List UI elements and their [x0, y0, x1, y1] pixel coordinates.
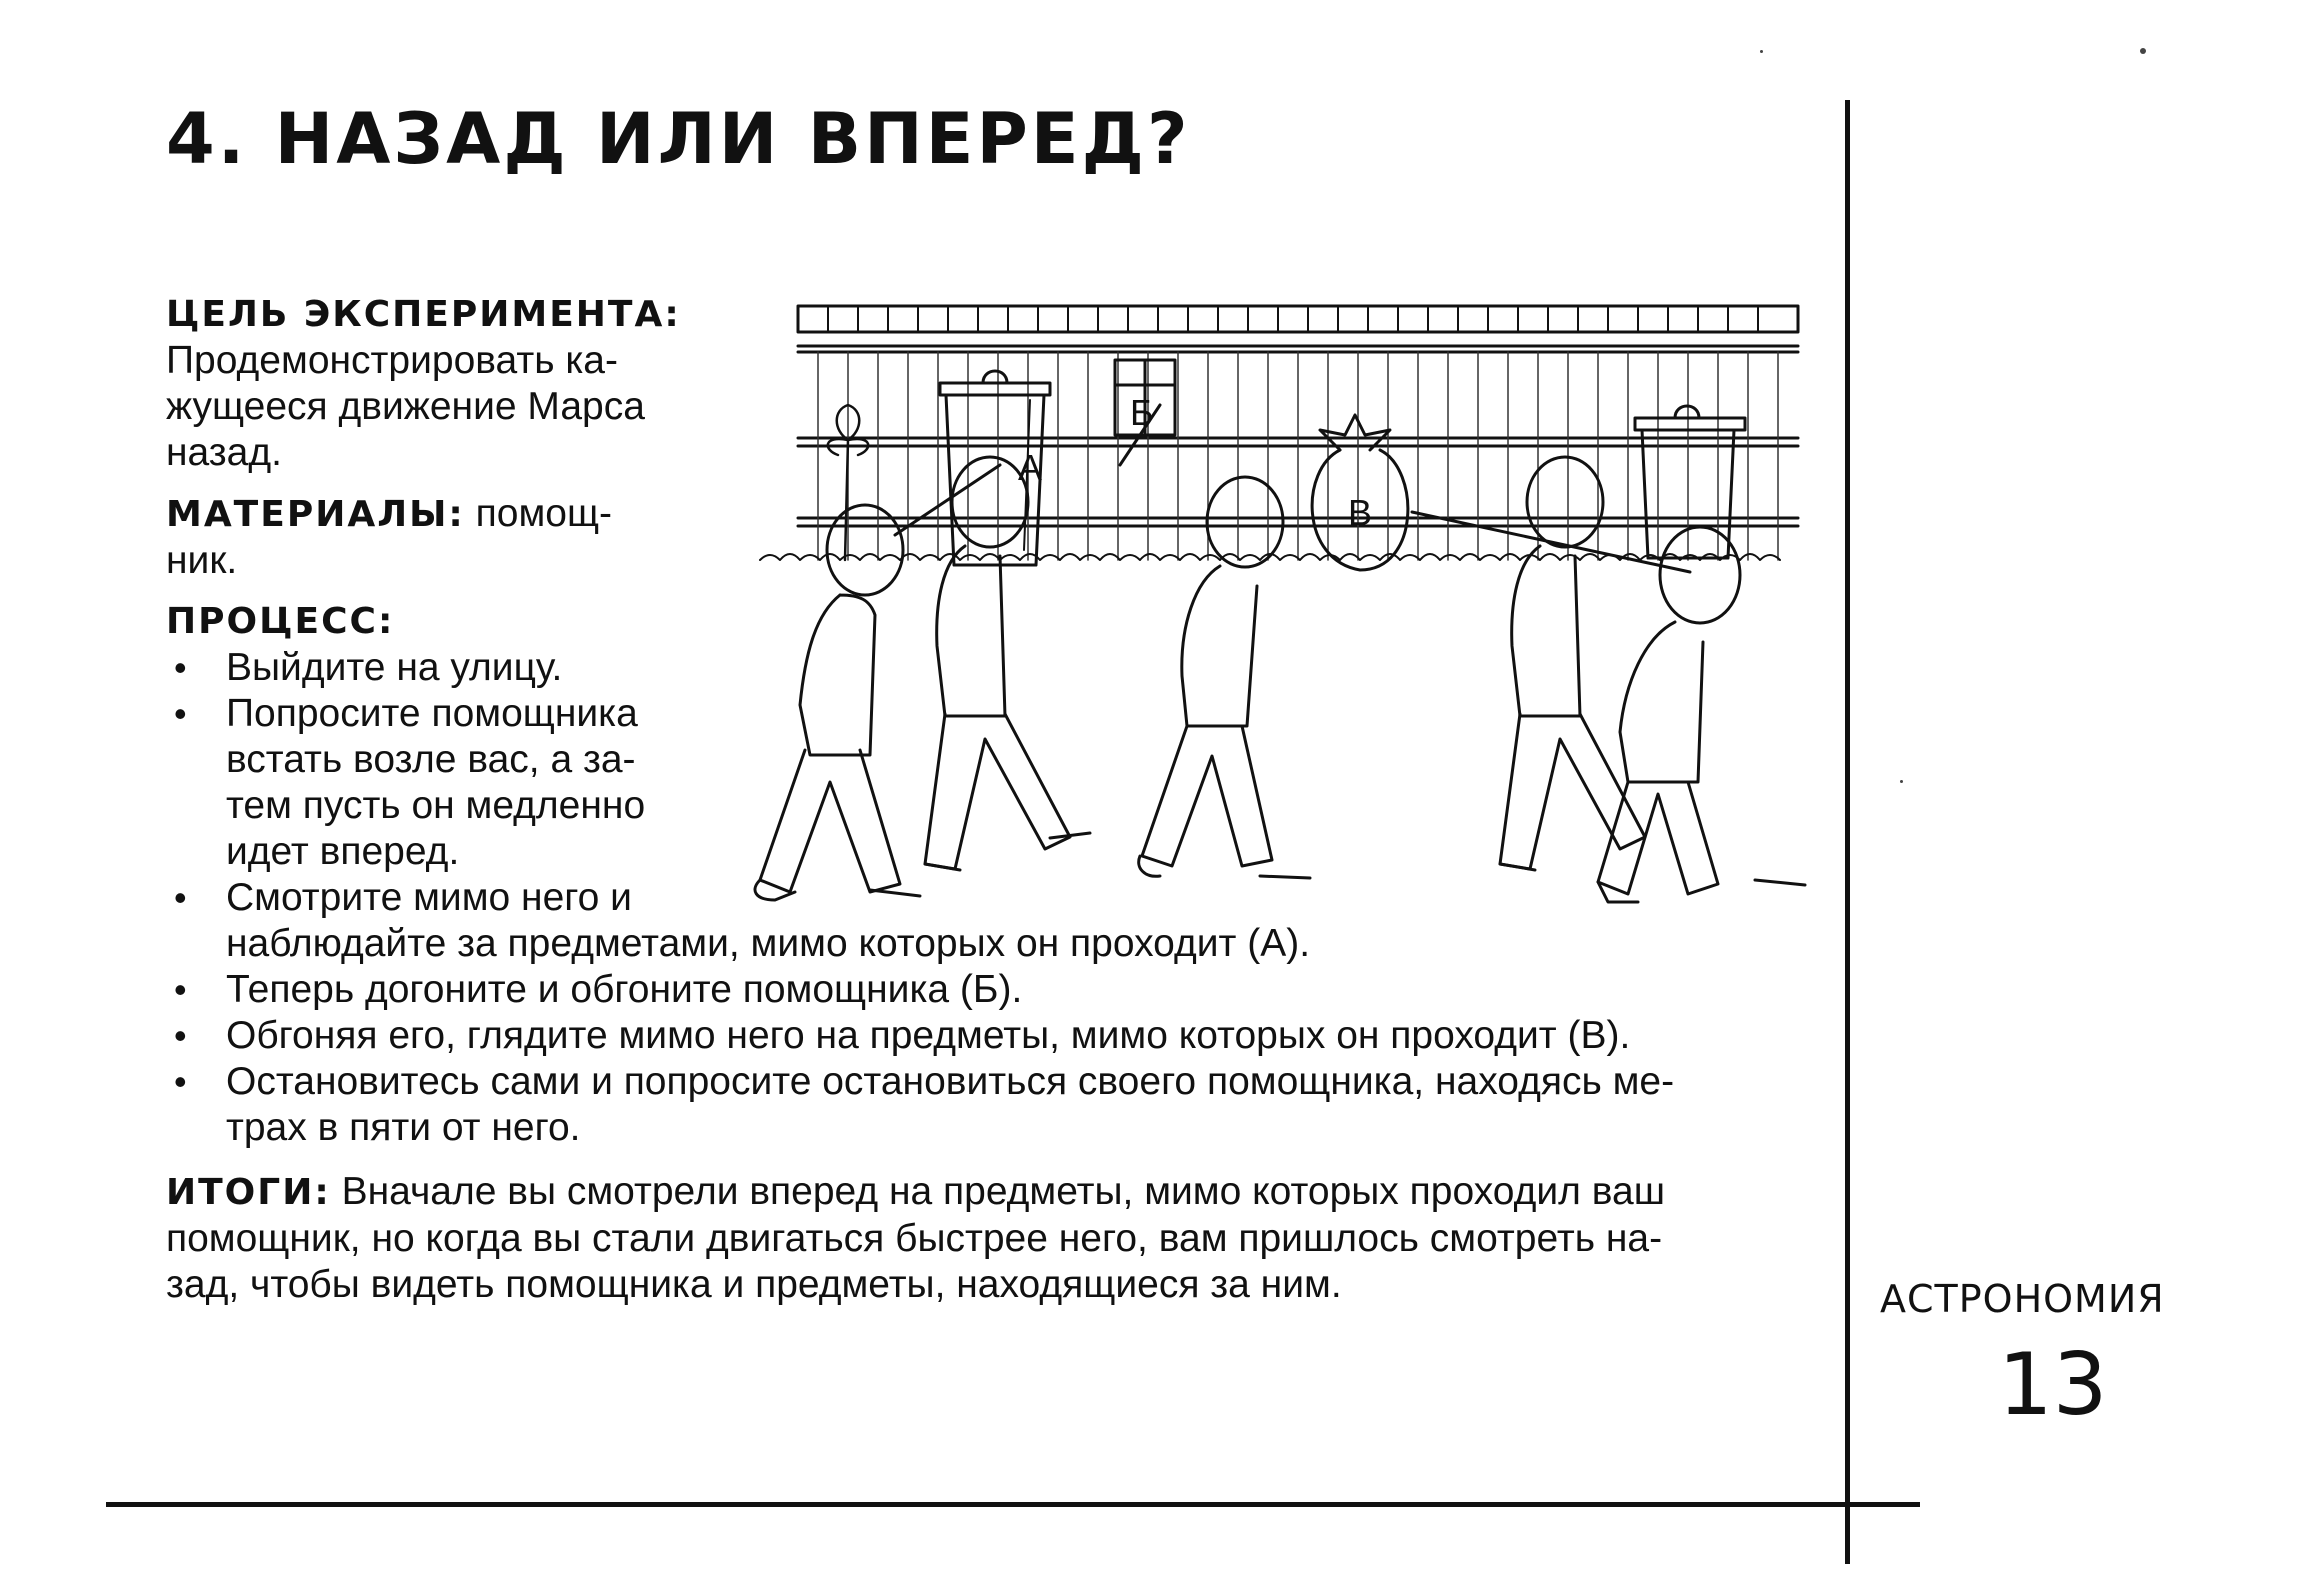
results-line-1: Вначале вы смотрели вперед на предметы, мимо которых проходил ваш — [330, 1170, 1665, 1213]
process-step-6 — [166, 1059, 1856, 1151]
scan-speck — [1900, 780, 1903, 783]
step-3-line-1: Смотрите мимо него и — [226, 876, 632, 919]
vertical-rule — [1845, 100, 1850, 1564]
page-title: 4. НАЗАД ИЛИ ВПЕРЕД? — [166, 98, 1191, 180]
materials-section — [166, 491, 706, 584]
label-v: В — [1348, 492, 1373, 533]
step-3-line-2: наблюдайте за предметами, мимо которых он проходит (А). — [226, 922, 1311, 965]
goal-line-1: Продемонстрировать ка- — [166, 339, 618, 382]
bullet: • — [174, 693, 187, 734]
bullet: • — [174, 1061, 187, 1102]
goal-line-3: назад. — [166, 431, 282, 474]
step-2-line-3: тем пусть он медленно — [226, 784, 646, 827]
process-label: ПРОЦЕСС: — [166, 601, 395, 642]
results-label: ИТОГИ: — [166, 1172, 331, 1213]
experiment-text — [166, 292, 1856, 1308]
page-number: 13 — [1998, 1335, 2108, 1435]
label-a: А — [1018, 447, 1043, 488]
goal-section — [166, 292, 706, 476]
process-step-1 — [166, 645, 1856, 691]
materials-label: МАТЕРИАЛЫ: — [166, 494, 465, 535]
results-section — [166, 1169, 1856, 1308]
bullet: • — [174, 969, 187, 1010]
process-step-2 — [166, 691, 1856, 875]
horizontal-rule — [106, 1502, 1920, 1507]
step-6-line-1: Остановитесь сами и попросите остановиться своего помощника, находясь ме- — [226, 1060, 1675, 1103]
step-2-line-2: встать возле вас, а за- — [226, 738, 636, 781]
bullet: • — [174, 1015, 187, 1056]
goal-line-2: жущееся движение Марса — [166, 385, 645, 428]
bullet: • — [174, 647, 187, 688]
materials-text-2: ник. — [166, 539, 238, 582]
step-6-line-2: трах в пяти от него. — [226, 1106, 581, 1149]
process-step-3 — [166, 875, 1856, 967]
section-name: АСТРОНОМИЯ — [1880, 1277, 2165, 1321]
process-steps — [166, 645, 1856, 1151]
results-line-3: зад, чтобы видеть помощника и предметы, находящиеся за ним. — [166, 1263, 1342, 1306]
process-section — [166, 599, 1856, 1151]
bullet: • — [174, 877, 187, 918]
materials-text-1: помощ- — [464, 492, 613, 535]
results-line-2: помощник, но когда вы стали двигаться быстрее него, вам пришлось смотреть на- — [166, 1217, 1663, 1260]
step-5-line-1: Обгоняя его, глядите мимо него на предметы, мимо которых он проходит (В). — [226, 1014, 1631, 1057]
process-step-4 — [166, 967, 1856, 1013]
scan-speck — [1760, 50, 1763, 53]
process-step-5 — [166, 1013, 1856, 1059]
step-1-line-1: Выйдите на улицу. — [226, 646, 563, 689]
step-2-line-1: Попросите помощника — [226, 692, 638, 735]
label-b: Б — [1130, 392, 1154, 433]
scan-speck — [2140, 48, 2146, 54]
step-2-line-4: идет вперед. — [226, 830, 460, 873]
goal-label: ЦЕЛЬ ЭКСПЕРИМЕНТА: — [166, 294, 681, 335]
step-4-line-1: Теперь догоните и обгоните помощника (Б). — [226, 968, 1023, 1011]
